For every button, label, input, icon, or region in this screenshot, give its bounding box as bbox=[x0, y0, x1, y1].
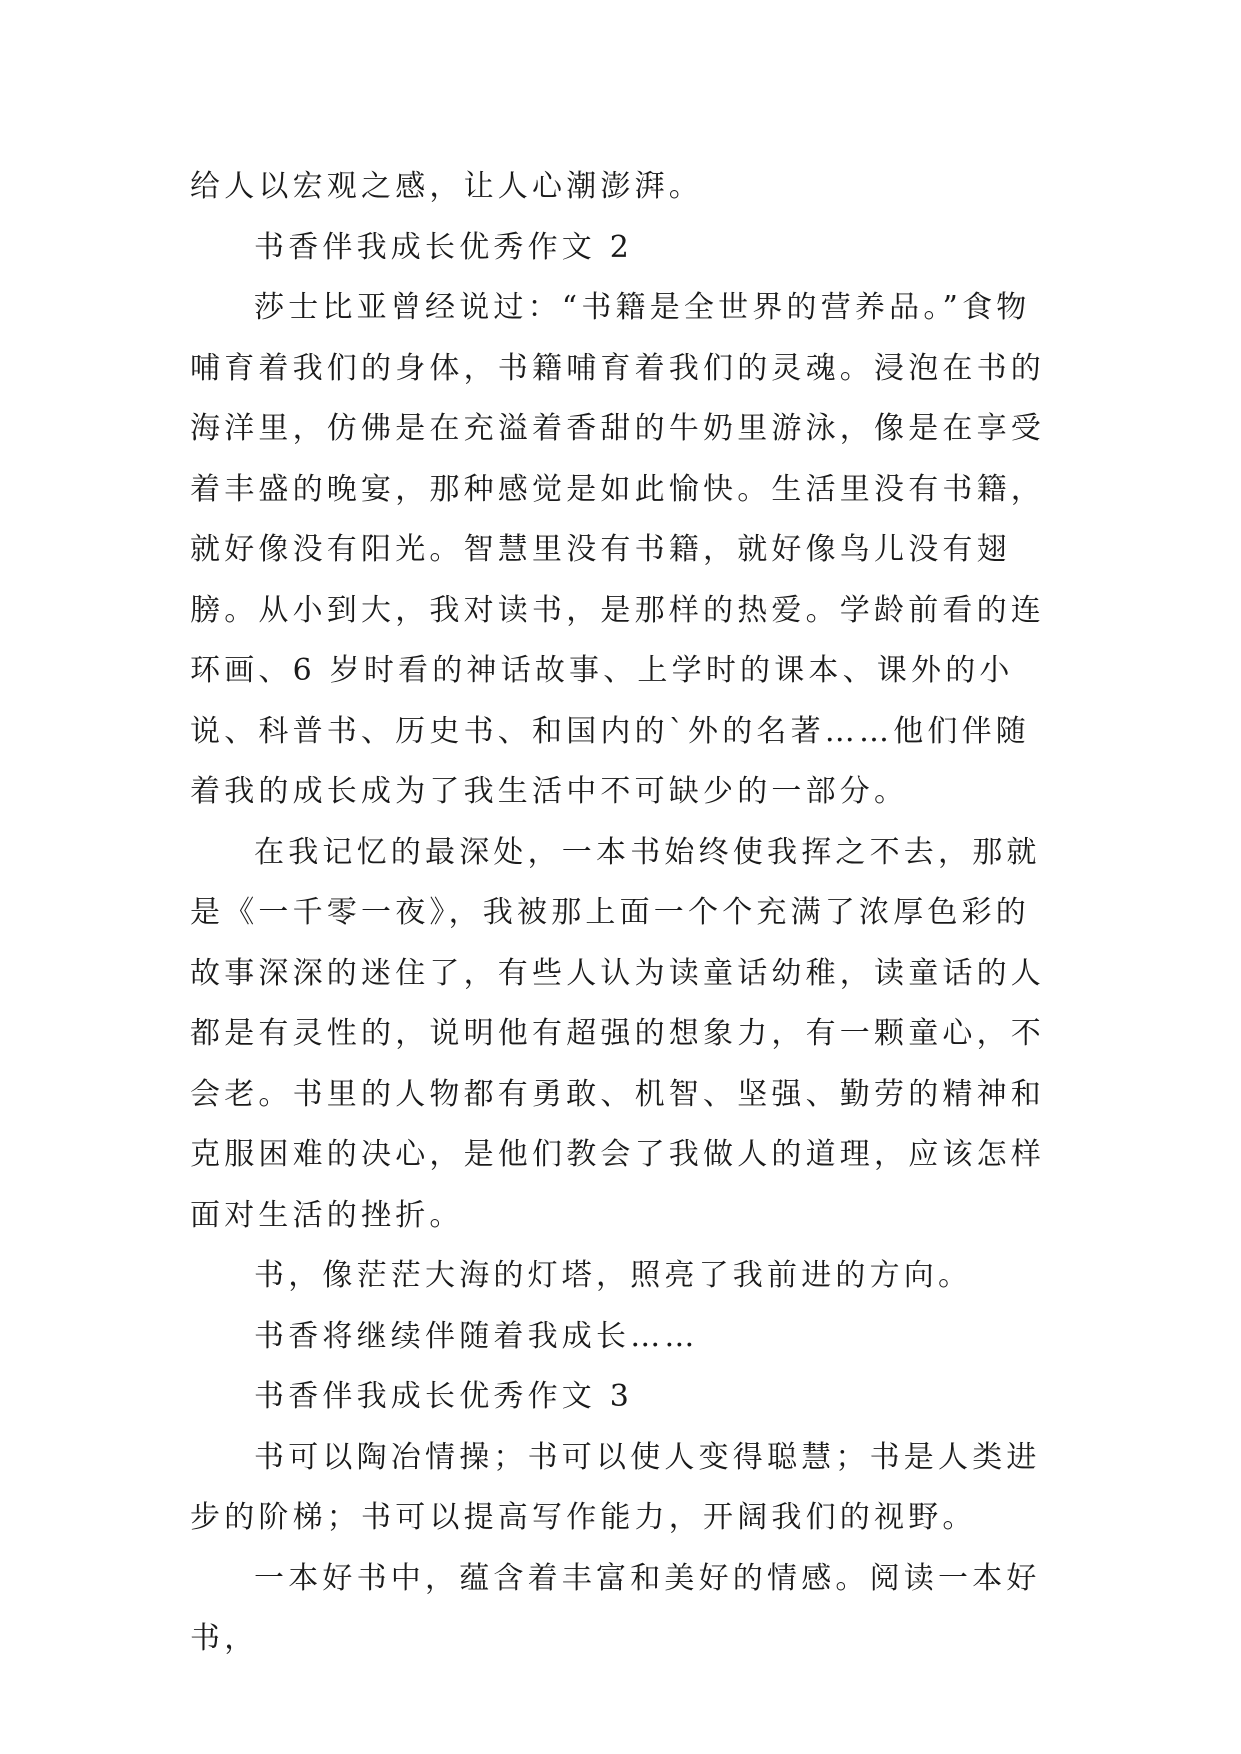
paragraph-lighthouse: 书，像茫茫大海的灯塔，照亮了我前进的方向。 bbox=[254, 1258, 973, 1293]
essay-heading-2: 书香伴我成长优秀作文 2 bbox=[254, 229, 634, 265]
paragraph-continuation: 给人以宏观之感，让人心潮澎湃。 bbox=[190, 169, 703, 204]
paragraph-arabian-nights: 在我记忆的最深处，一本书始终使我挥之不去，那就是《一千零一夜》，我被那上面一个个充满了浓厚色彩的故事深深的迷住了，有些人认为读童话幼稚，读童话的人都是有灵性的，说明他有超强的想象力，有一颗童心，不会老。书里的人物都有勇敢、机智、坚强、勤劳的精神和克服困难的决心，是他们教会了我做人的道理，应该怎样面对生活的挫折。 bbox=[190, 834, 1045, 1233]
document-body bbox=[190, 157, 1060, 1670]
essay-heading-3: 书香伴我成长优秀作文 3 bbox=[254, 1379, 634, 1414]
paragraph-book-benefits: 书可以陶冶情操；书可以使人变得聪慧；书是人类进步的阶梯；书可以提高写作能力，开阔我们的视野。 bbox=[190, 1439, 1041, 1535]
paragraph-good-book: 一本好书中，蕴含着丰富和美好的情感。阅读一本好书， bbox=[190, 1560, 1041, 1656]
paragraph-shakespeare: 莎士比亚曾经说过：“书籍是全世界的营养品。”食物哺育着我们的身体，书籍哺育着我们的灵魂。浸泡在书的海洋里，仿佛是在充溢着香甜的牛奶里游泳，像是在享受着丰盛的晚宴，那种感觉是如此愉快。生活里没有书籍，就好像没有阳光。智慧里没有书籍，就好像鸟儿没有翅膀。从小到大，我对读书，是那样的热爱。学龄前看的连环画、6 岁时看的神话故事、上学时的课本、课外的小说、科普书、历史书、和国内的`外的名著……他们伴随着我的成长成为了我生活中不可缺少的一部分。 bbox=[190, 290, 1045, 809]
paragraph-continue: 书香将继续伴随着我成长…… bbox=[254, 1318, 699, 1354]
